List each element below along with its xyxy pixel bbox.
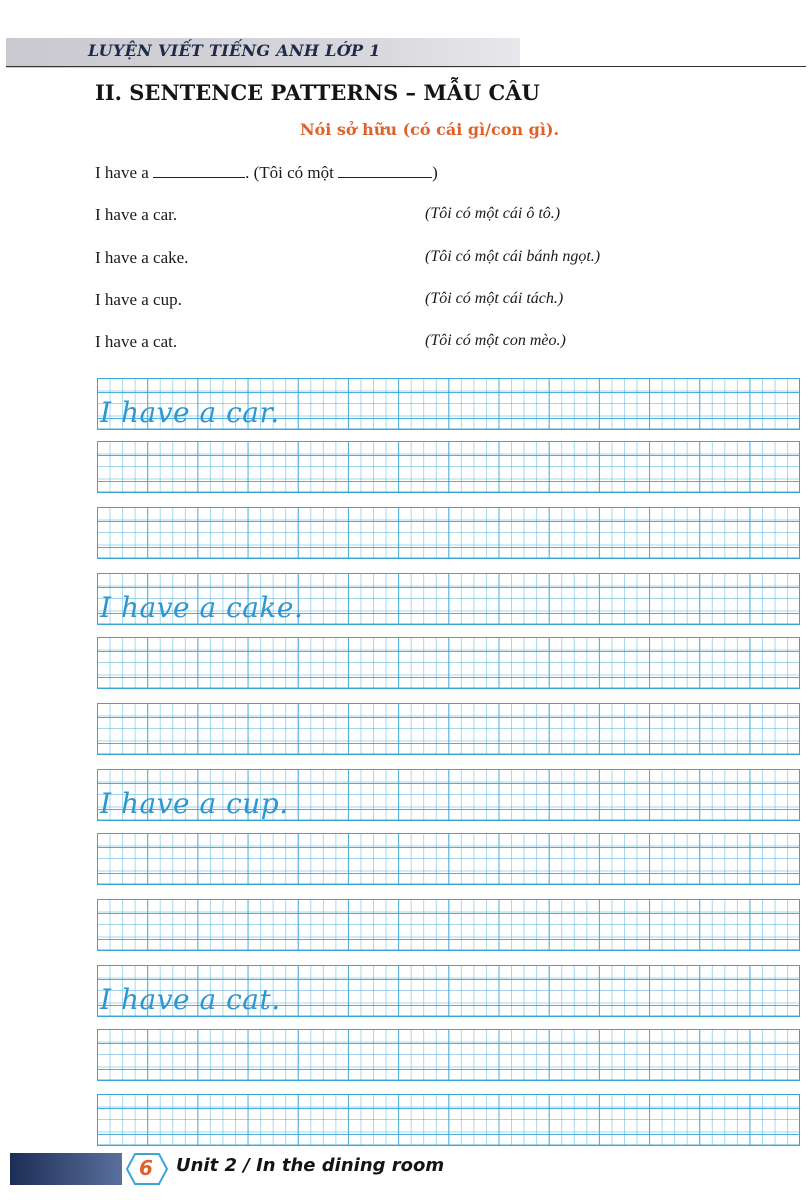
example-vi: (Tôi có một con mèo.): [425, 332, 566, 349]
handwriting-grid[interactable]: [97, 899, 800, 951]
example-en: I have a cake.: [95, 248, 189, 267]
handwriting-grid[interactable]: [97, 637, 800, 689]
pattern-suffix: ): [432, 163, 438, 182]
cursive-model-sentence: I have a car.: [100, 396, 280, 429]
pattern-prefix: I have a: [95, 163, 149, 182]
sentence-pattern: [95, 163, 438, 183]
unit-title: Unit 2 / In the dining room: [176, 1155, 445, 1176]
cursive-model-sentence: I have a cat.: [100, 983, 281, 1016]
handwriting-grid[interactable]: [97, 703, 800, 755]
page-number: 6: [139, 1156, 153, 1180]
handwriting-grid[interactable]: [97, 833, 800, 885]
cursive-model-sentence: I have a cup.: [100, 787, 289, 820]
page-number-badge: [126, 1153, 170, 1185]
header-rule: [6, 66, 806, 67]
example-en: I have a cup.: [95, 290, 182, 309]
example-vi: (Tôi có một cái tách.): [425, 290, 564, 307]
pattern-blank-vi: [338, 163, 432, 178]
handwriting-grid[interactable]: [97, 441, 800, 493]
section-title: II. SENTENCE PATTERNS – MẪU CÂU: [95, 80, 540, 105]
example-vi: (Tôi có một cái bánh ngọt.): [425, 248, 601, 265]
cursive-model-sentence: I have a cake.: [100, 591, 304, 624]
pattern-middle: . (Tôi có một: [245, 163, 334, 182]
example-vi: (Tôi có một cái ô tô.): [425, 205, 561, 222]
book-title: LUYỆN VIẾT TIẾNG ANH LỚP 1: [88, 41, 381, 60]
pattern-blank-en: [153, 163, 245, 178]
footer-band: [10, 1153, 122, 1185]
section-subtitle: Nói sở hữu (có cái gì/con gì).: [299, 120, 560, 139]
handwriting-grid[interactable]: [97, 1029, 800, 1081]
example-en: I have a car.: [95, 205, 178, 224]
handwriting-grid[interactable]: [97, 1094, 800, 1146]
example-en: I have a cat.: [95, 332, 178, 351]
handwriting-grid[interactable]: [97, 507, 800, 559]
